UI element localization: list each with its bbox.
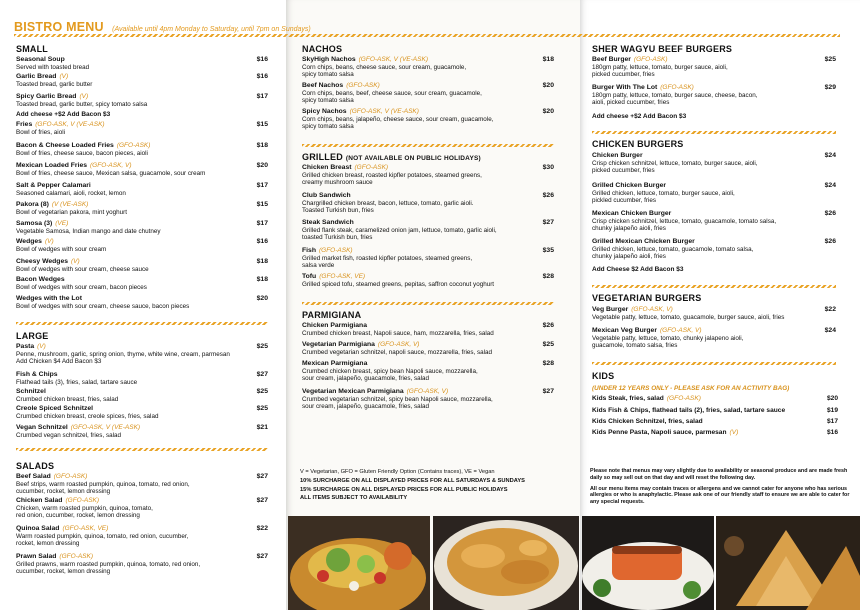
menu-item: Chicken Burger $24 Crisp chicken schnitzel, lettuce, tomato, burger sauce, aioli, picked cucumber, fries bbox=[592, 152, 836, 175]
item-price: $25 bbox=[256, 343, 268, 350]
item-price: $25 bbox=[542, 341, 554, 348]
item-description: sour cream, jalapeño, guacamole, fries, salad bbox=[302, 403, 430, 411]
item-price: $21 bbox=[256, 424, 268, 431]
menu-item: Grilled Chicken Burger $24 Grilled chicken, lettuce, tomato, burger sauce, aioli, pickled cucumber, fries bbox=[592, 182, 836, 205]
item-description: Grilled flank steak, caramelized onion jam, lettuce, tomato, garlic aioli, bbox=[302, 226, 497, 234]
item-price: $22 bbox=[824, 306, 836, 313]
item-description: toasted Turkish bun, fries bbox=[302, 234, 373, 242]
section-divider bbox=[592, 285, 836, 288]
item-description: chunky jalapeño aioli, fries bbox=[592, 225, 666, 233]
item-price: $15 bbox=[256, 121, 268, 128]
item-price: $16 bbox=[256, 238, 268, 245]
item-description: Bowl of vegetarian pakora, mint yoghurt bbox=[16, 208, 127, 216]
item-price: $24 bbox=[824, 182, 836, 189]
item-description: picked cucumber, fries bbox=[592, 167, 655, 175]
item-description: Chicken, warm roasted pumpkin, quinoa, tomato, bbox=[16, 504, 153, 512]
grilled-section-title: GRILLED (NOT AVAILABLE ON PUBLIC HOLIDAYS) bbox=[302, 152, 481, 162]
item-description: Seasoned calamari, aioli, rocket, lemon bbox=[16, 189, 126, 197]
item-description: spicy tomato salsa bbox=[302, 123, 354, 131]
item-price: $16 bbox=[256, 73, 268, 80]
item-price: $20 bbox=[542, 108, 554, 115]
item-price: $17 bbox=[256, 182, 268, 189]
item-price: $25 bbox=[256, 405, 268, 412]
item-description: Crumbed chicken breast, Napoli sauce, ham, mozzarella, fries, salad bbox=[302, 329, 494, 337]
menu-item: Garlic Bread (V) $16 Toasted bread, garlic butter bbox=[16, 73, 268, 88]
item-description: Crumbed chicken breast, fries, salad bbox=[16, 395, 119, 403]
item-price: $24 bbox=[824, 152, 836, 159]
menu-item: Fries (GFO-ASK, V (VE-ASK) $15 Bowl of fries, aioli bbox=[16, 121, 268, 136]
item-price: $16 bbox=[826, 429, 838, 436]
item-price: $29 bbox=[824, 84, 836, 91]
item-description: Crumbed vegetarian schnitzel, napoli sauce, mozzarella, fries, salad bbox=[302, 348, 493, 356]
menu-item: Chicken Breast (GFO-ASK) $30 Grilled chicken breast, roasted kipfler potatoes, steamed greens, creamy mushroom sauce bbox=[302, 164, 554, 187]
item-description: Toasted bread, garlic butter, spicy tomato salsa bbox=[16, 100, 148, 108]
item-description: picked cucumber, fries bbox=[592, 71, 655, 79]
menu-item: Steak Sandwich $27 Grilled flank steak, caramelized onion jam, lettuce, tomato, garlic aioli, toasted Turkish bun, fries bbox=[302, 219, 554, 242]
menu-item: Beef Salad (GFO-ASK) $27 Beef strips, warm roasted pumpkin, quinoa, tomato, red onion, cucumber, rocket, lemon dressing bbox=[16, 473, 268, 496]
menu-item: Beef Nachos (GFO-ASK) $20 Corn chips, beans, beef, cheese sauce, sour cream, guacamole, spicy tomato salsa bbox=[302, 82, 554, 105]
kids-item: Kids Chicken Schnitzel, fries, salad $17 bbox=[592, 418, 838, 425]
item-description: Grilled chicken, lettuce, tomato, guacamole, tomato salsa, bbox=[592, 245, 754, 253]
item-price: $27 bbox=[256, 553, 268, 560]
title-underline bbox=[14, 34, 840, 37]
item-description: Vegetable Samosa, Indian mango and date chutney bbox=[16, 227, 161, 235]
item-description: red onion, cucumber, rocket, lemon dressing bbox=[16, 512, 140, 520]
menu-item: Fish & Chips $27 Flathead tails (3), fries, salad, tartare sauce bbox=[16, 371, 268, 386]
fried-food-photo bbox=[433, 516, 579, 610]
item-description: Bowl of fries, aioli bbox=[16, 128, 65, 136]
item-description: Bowl of fries, cheese sauce, bacon pieces, aioli bbox=[16, 149, 148, 157]
item-price: $18 bbox=[256, 258, 268, 265]
item-description: aioli, picked cucumber, fries bbox=[592, 99, 670, 107]
item-price: $25 bbox=[824, 56, 836, 63]
item-description: Penne, mushroom, garlic, spring onion, thyme, white wine, cream, parmesan bbox=[16, 350, 230, 358]
menu-item: Chicken Parmigiana $26 Crumbed chicken breast, Napoli sauce, ham, mozzarella, fries, salad bbox=[302, 322, 554, 337]
item-description: Crisp chicken schnitzel, lettuce, tomato, burger sauce, aioli, bbox=[592, 159, 758, 167]
section-divider bbox=[302, 144, 554, 147]
item-description: Bowl of wedges with sour cream, cheese sauce, bacon pieces bbox=[16, 302, 190, 310]
item-price: $24 bbox=[824, 327, 836, 334]
item-description: chunky jalapeño aioli, fries bbox=[592, 253, 666, 261]
section-divider bbox=[16, 448, 268, 451]
item-price: $28 bbox=[542, 273, 554, 280]
menu-item: Spicy Nachos (GFO-ASK, V (VE-ASK) $20 Corn chips, beans, jalapeño, cheese sauce, sour cream, guacamole, spicy tomato salsa bbox=[302, 108, 554, 131]
item-description: 180gm patty, lettuce, tomato, burger sauce, aioli, bbox=[592, 63, 728, 71]
item-price: $20 bbox=[826, 395, 838, 402]
chicken-addon: Add Cheese $2 Add Bacon $3 bbox=[592, 266, 684, 273]
item-price: $20 bbox=[256, 295, 268, 302]
item-description: Vegetable patty, lettuce, tomato, guacamole, burger sauce, aioli, fries bbox=[592, 313, 785, 321]
item-description: Crumbed chicken breast, spicy bean Napoli sauce, mozzarella, bbox=[302, 367, 478, 375]
item-description: Served with toasted bread bbox=[16, 63, 90, 71]
item-price: $27 bbox=[256, 371, 268, 378]
menu-item: Burger With The Lot (GFO-ASK) $29 180gm patty, lettuce, tomato, burger sauce, cheese, bacon, aioli, picked cucumber, fries bbox=[592, 84, 836, 107]
menu-item: Beef Burger (GFO-ASK) $25 180gm patty, lettuce, tomato, burger sauce, aioli, picked cucumber, fries bbox=[592, 56, 836, 79]
item-price: $30 bbox=[542, 164, 554, 171]
item-description: spicy tomato salsa bbox=[302, 71, 354, 79]
section-divider bbox=[592, 362, 836, 365]
item-description: Bowl of wedges with sour cream bbox=[16, 245, 107, 253]
item-description: rocket, lemon dressing bbox=[16, 540, 80, 548]
menu-item: Creole Spiced Schnitzel $25 Crumbed chicken breast, creole spices, fries, salad bbox=[16, 405, 268, 420]
item-description: pickled cucumber, fries bbox=[592, 197, 657, 205]
menu-item: Quinoa Salad (GFO-ASK, VE) $22 Warm roasted pumpkin, quinoa, tomato, red onion, cucumber, rocket, lemon dressing bbox=[16, 525, 268, 548]
item-price: $17 bbox=[256, 220, 268, 227]
wagyu-addon: Add cheese +$2 Add Bacon $3 bbox=[592, 113, 687, 120]
item-price: $18 bbox=[256, 142, 268, 149]
item-description: 180gm patty, lettuce, tomato, burger sauce, cheese, bacon, bbox=[592, 91, 758, 99]
menu-item: Fish (GFO-ASK) $35 Grilled market fish, roasted kipfler potatoes, steamed greens, salsa verde bbox=[302, 247, 554, 270]
menu-item: Salt & Pepper Calamari $17 Seasoned calamari, aioli, rocket, lemon bbox=[16, 182, 268, 197]
item-price: $19 bbox=[826, 407, 838, 414]
item-description: Grilled prawns, warm roasted pumpkin, quinoa, tomato, red onion, bbox=[16, 560, 201, 568]
item-price: $27 bbox=[542, 219, 554, 226]
samosa-photo bbox=[716, 516, 860, 610]
item-description: Grilled chicken, lettuce, tomato, burger sauce, aioli, bbox=[592, 189, 735, 197]
item-description: Grilled spiced tofu, steamed greens, pepitas, saffron coconut yoghurt bbox=[302, 280, 495, 288]
item-description: sour cream, jalapeño, guacamole, fries, salad bbox=[302, 375, 430, 383]
item-description: creamy mushroom sauce bbox=[302, 179, 373, 187]
menu-item: Pakora (8) (V (VE-ASK) $15 Bowl of vegetarian pakora, mint yoghurt bbox=[16, 201, 268, 216]
small-section-title: SMALL bbox=[16, 44, 48, 54]
menu-item: Mexican Loaded Fries (GFO-ASK, V) $20 Bowl of fries, cheese sauce, Mexican salsa, guacamole, sour cream bbox=[16, 162, 268, 177]
kids-section-title: KIDS bbox=[592, 371, 615, 381]
item-description: Warm roasted pumpkin, quinoa, tomato, red onion, cucumber, bbox=[16, 532, 189, 540]
item-description: cucumber, rocket, lemon dressing bbox=[16, 568, 111, 576]
item-description: guacamole, tomato salsa, fries bbox=[592, 342, 678, 350]
item-price: $22 bbox=[256, 525, 268, 532]
menu-item: Bacon Wedges $18 Bowl of wedges with sour cream, bacon pieces bbox=[16, 276, 268, 291]
menu-item: SkyHigh Nachos (GFO-ASK, V (VE-ASK) $18 Corn chips, beans, cheese sauce, sour cream, guacamole, spicy tomato salsa bbox=[302, 56, 554, 79]
item-price: $20 bbox=[542, 82, 554, 89]
item-price: $16 bbox=[256, 56, 268, 63]
item-description: Corn chips, beans, beef, cheese sauce, sour cream, guacamole, bbox=[302, 89, 482, 97]
kids-item: Kids Fish & Chips, flathead tails (2), fries, salad, tartare sauce $19 bbox=[592, 407, 838, 414]
item-price: $18 bbox=[256, 276, 268, 283]
nachos-photo bbox=[288, 516, 430, 610]
item-price: $35 bbox=[542, 247, 554, 254]
menu-item: Veg Burger (GFO-ASK, V) $22 Vegetable patty, lettuce, tomato, guacamole, burger sauce, aioli, fries bbox=[592, 306, 836, 321]
salmon-photo bbox=[582, 516, 714, 610]
section-divider bbox=[16, 322, 268, 325]
item-price: $26 bbox=[542, 322, 554, 329]
item-description: Corn chips, beans, cheese sauce, sour cream, guacamole, bbox=[302, 63, 467, 71]
menu-item: Prawn Salad (GFO-ASK) $27 Grilled prawns, warm roasted pumpkin, quinoa, tomato, red onion, cucumber, rocket, lemon dressing bbox=[16, 553, 268, 576]
item-description: Bowl of wedges with sour cream, bacon pieces bbox=[16, 283, 147, 291]
item-price: $28 bbox=[542, 360, 554, 367]
menu-item: Wedges with the Lot $20 Bowl of wedges with sour cream, cheese sauce, bacon pieces bbox=[16, 295, 268, 310]
menu-item: Vegetarian Mexican Parmigiana (GFO-ASK, V) $27 Crumbed vegetarian schnitzel, spicy bean Napoli sauce, mozzarella, sour cream, jalapeño, guacamole, fries, salad bbox=[302, 388, 554, 411]
menu-item: Seasonal Soup $16 Served with toasted bread bbox=[16, 56, 268, 71]
item-price: $15 bbox=[256, 201, 268, 208]
menu-item: Club Sandwich $26 Chargrilled chicken breast, bacon, lettuce, tomato, garlic aioli. Toasted Turkish bun, fries bbox=[302, 192, 554, 215]
menu-item: Cheesy Wedges (V) $18 Bowl of wedges with sour cream, cheese sauce bbox=[16, 258, 268, 273]
small-addon: Add cheese +$2 Add Bacon $3 bbox=[16, 111, 111, 118]
item-description: Crisp chicken schnitzel, lettuce, tomato, guacamole, tomato salsa, bbox=[592, 217, 777, 225]
item-description: Crumbed vegan schnitzel, fries, salad bbox=[16, 431, 121, 439]
item-description: Beef strips, warm roasted pumpkin, quinoa, tomato, red onion, bbox=[16, 480, 190, 488]
menu-item: Mexican Chicken Burger $26 Crisp chicken schnitzel, lettuce, tomato, guacamole, tomato salsa, chunky jalapeño aioli, fries bbox=[592, 210, 836, 233]
item-description: Vegetable patty, lettuce, tomato, chunky jalapeno aioli, bbox=[592, 334, 744, 342]
item-description: Toasted bread, garlic butter bbox=[16, 80, 93, 88]
menu-item: Wedges (V) $16 Bowl of wedges with sour cream bbox=[16, 238, 268, 253]
legend: V = Vegetarian, GFO = Gluten Friendly Option (Contains traces), VE = Vegan 10% SURCHARGE ON ALL DISPLAYED PRICES FOR ALL SATURDAYS & SUNDAYS 15% SURCHARGE ON ALL DISPLAYED PRICES FOR ALL PUBLIC HOLIDAYS ALL ITEMS SUBJECT TO AVAILABILITY bbox=[300, 469, 525, 502]
kids-item: Kids Steak, fries, salad (GFO-ASK) $20 bbox=[592, 395, 838, 402]
section-divider bbox=[592, 131, 836, 134]
menu-item: Schnitzel $25 Crumbed chicken breast, fries, salad bbox=[16, 388, 268, 403]
veg-section-title: VEGETARIAN BURGERS bbox=[592, 293, 702, 303]
parmigiana-section-title: PARMIGIANA bbox=[302, 310, 362, 320]
item-description: salsa verde bbox=[302, 262, 335, 270]
menu-item: Tofu (GFO-ASK, VE) $28 Grilled spiced tofu, steamed greens, pepitas, saffron coconut yoghurt bbox=[302, 273, 554, 288]
item-price: $25 bbox=[256, 388, 268, 395]
item-price: $26 bbox=[824, 238, 836, 245]
item-price: $17 bbox=[826, 418, 838, 425]
wagyu-section-title: SHER WAGYU BEEF BURGERS bbox=[592, 44, 733, 54]
item-price: $26 bbox=[542, 192, 554, 199]
item-description: Grilled chicken breast, roasted kipfler potatoes, steamed greens, bbox=[302, 171, 482, 179]
item-description: Grilled market fish, roasted kipfler potatoes, steamed greens, bbox=[302, 254, 473, 262]
menu-item: Mexican Veg Burger (GFO-ASK, V) $24 Vegetable patty, lettuce, tomato, chunky jalapeno aioli, guacamole, tomato salsa, fries bbox=[592, 327, 836, 350]
item-price: $27 bbox=[256, 497, 268, 504]
menu-item: Chicken Salad (GFO-ASK) $27 Chicken, warm roasted pumpkin, quinoa, tomato, red onion, cucumber, rocket, lemon dressing bbox=[16, 497, 268, 520]
item-description: cucumber, rocket, lemon dressing bbox=[16, 488, 111, 496]
item-description: Bowl of fries, cheese sauce, Mexican salsa, guacamole, sour cream bbox=[16, 169, 206, 177]
menu-item: Vegetarian Parmigiana (GFO-ASK, V) $25 Crumbed vegetarian schnitzel, napoli sauce, mozzarella, fries, salad bbox=[302, 341, 554, 356]
item-description: spicy tomato salsa bbox=[302, 97, 354, 105]
menu-item: Samosa (3) (VE) $17 Vegetable Samosa, Indian mango and date chutney bbox=[16, 220, 268, 235]
item-description: Crumbed vegetarian schnitzel, spicy bean Napoli sauce, mozzarella, bbox=[302, 395, 493, 403]
salads-section-title: SALADS bbox=[16, 461, 55, 471]
menu-item: Pasta (V) $25 Penne, mushroom, garlic, spring onion, thyme, white wine, cream, parmesan Add Chicken $4 Add Bacon $3 bbox=[16, 343, 268, 366]
kids-item: Kids Penne Pasta, Napoli sauce, parmesan (V) $16 bbox=[592, 429, 838, 436]
item-price: $18 bbox=[542, 56, 554, 63]
nachos-section-title: NACHOS bbox=[302, 44, 343, 54]
item-price: $17 bbox=[256, 93, 268, 100]
item-description: Chargrilled chicken breast, bacon, lettuce, tomato, garlic aioli. bbox=[302, 199, 474, 207]
item-description: Corn chips, beans, jalapeño, cheese sauce, sour cream, guacamole, bbox=[302, 115, 494, 123]
kids-subtitle: (UNDER 12 YEARS ONLY - PLEASE ASK FOR AN ACTIVITY BAG) bbox=[592, 385, 790, 392]
item-price: $27 bbox=[256, 473, 268, 480]
menu-item: Mexican Parmigiana $28 Crumbed chicken breast, spicy bean Napoli sauce, mozzarella, sour cream, jalapeño, guacamole, fries, salad bbox=[302, 360, 554, 383]
item-price: $20 bbox=[256, 162, 268, 169]
item-price: $26 bbox=[824, 210, 836, 217]
menu-item: Spicy Garlic Bread (V) $17 Toasted bread, garlic butter, spicy tomato salsa bbox=[16, 93, 268, 108]
notice: Please note that menus may vary slightly due to availability or seasonal produce and are made fresh daily so may sell out on that day and will reset the following day. All our menu items may contain traces or allergens and we cannot cater for anyone who has serious allergies or who is anaphylactic. Please ask one of our friendly staff to ensure we are able to cater for any special requests. bbox=[590, 468, 850, 506]
section-divider bbox=[302, 302, 554, 305]
item-price: $27 bbox=[542, 388, 554, 395]
menu-item: Vegan Schnitzel (GFO-ASK, V (VE-ASK) $21 Crumbed vegan schnitzel, fries, salad bbox=[16, 424, 268, 439]
item-description: Crumbed chicken breast, creole spices, fries, salad bbox=[16, 412, 159, 420]
item-description: Add Chicken $4 Add Bacon $3 bbox=[16, 358, 102, 366]
large-section-title: LARGE bbox=[16, 331, 49, 341]
menu-item: Grilled Mexican Chicken Burger $26 Grilled chicken, lettuce, tomato, guacamole, tomato salsa, chunky jalapeño aioli, fries bbox=[592, 238, 836, 261]
item-description: Flathead tails (3), fries, salad, tartare sauce bbox=[16, 378, 138, 386]
menu-title: BISTRO MENU (Available until 4pm Monday to Saturday, until 7pm on Sundays) bbox=[14, 20, 311, 34]
item-description: Bowl of wedges with sour cream, cheese sauce bbox=[16, 265, 149, 273]
chicken-section-title: CHICKEN BURGERS bbox=[592, 139, 684, 149]
item-description: Toasted Turkish bun, fries bbox=[302, 207, 374, 215]
menu-item: Bacon & Cheese Loaded Fries (GFO-ASK) $18 Bowl of fries, cheese sauce, bacon pieces, aioli bbox=[16, 142, 268, 157]
